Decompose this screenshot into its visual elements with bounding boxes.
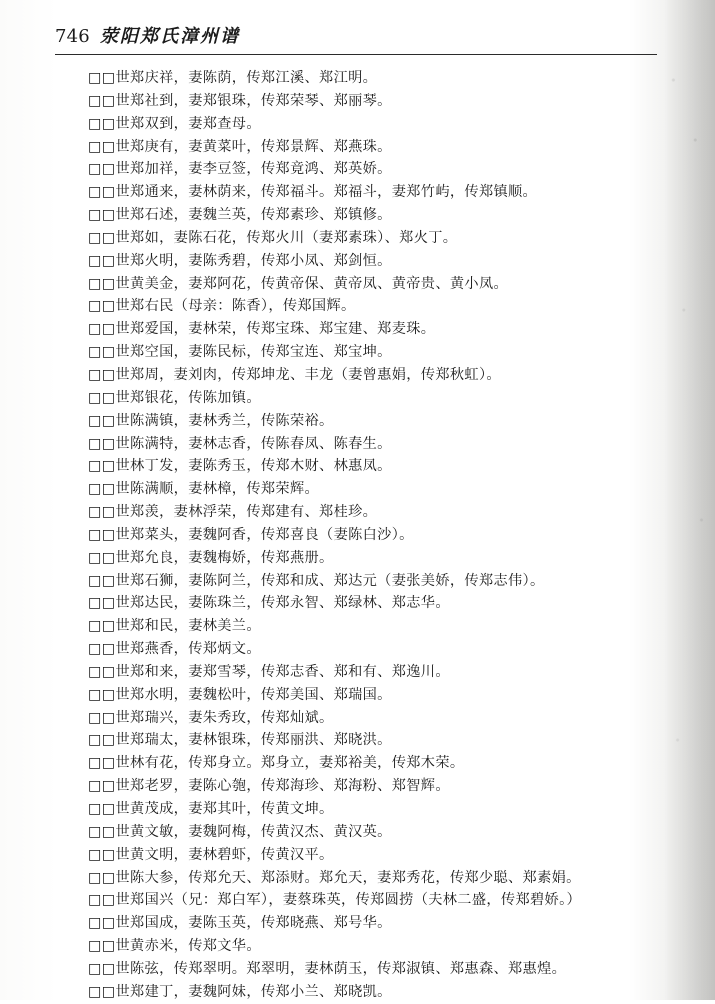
genealogy-entry: □□世郑空国，妻陈民标，传郑宝连、郑宝坤。	[88, 344, 392, 361]
page-number: 746	[55, 26, 90, 47]
genealogy-entry: □□世郑建丁，妻魏阿妹，传郑小兰、郑晓凯。	[88, 983, 392, 1000]
genealogy-entry: □□世陈满顺，妻林樟，传郑荣辉。	[88, 481, 320, 498]
genealogy-entry: □□世陈满镇，妻林秀兰，传陈荣裕。	[88, 412, 334, 429]
genealogy-entry: □□世郑通来，妻林荫来，传郑福斗。郑福斗，妻郑竹屿，传郑镇顺。	[88, 184, 538, 201]
genealogy-entry: □□世郑爱国，妻林荣，传郑宝珠、郑宝建、郑麦珠。	[88, 321, 436, 338]
genealogy-entry: □□世郑如，妻陈石花，传郑火川（妻郑素珠）、郑火丁。	[88, 229, 458, 246]
genealogy-entry: □□世黄文敏，妻魏阿梅，传黄汉杰、黄汉英。	[88, 823, 392, 840]
genealogy-entry: □□世郑羡，妻林浮荣，传郑建有、郑桂珍。	[88, 504, 378, 521]
genealogy-entry: □□世郑燕香，传郑炳文。	[88, 641, 261, 658]
genealogy-entry: □□世郑水明，妻魏松叶，传郑美国、郑瑞国。	[88, 686, 392, 703]
genealogy-entry: □□世黄美金，妻郑阿花，传黄帝保、黄帝凤、黄帝贵、黄小凤。	[88, 275, 509, 292]
header-rule	[55, 54, 657, 55]
genealogy-entry: □□世郑允良，妻魏梅娇，传郑燕册。	[88, 549, 334, 566]
genealogy-entry: □□世郑石狮，妻陈阿兰，传郑和成、郑达元（妻张美娇，传郑志伟）。	[88, 572, 545, 589]
genealogy-entry: □□世郑老罗，妻陈心匏，传郑海珍、郑海粉、郑智辉。	[88, 778, 450, 795]
genealogy-entry: □□世陈满特，妻林志香，传陈春凤、陈春生。	[88, 435, 392, 452]
genealogy-entry: □□世郑菜头，妻魏阿香，传郑喜良（妻陈白沙）。	[88, 526, 414, 543]
genealogy-entry: □□世陈大参，传郑允天、郑添财。郑允天，妻郑秀花，传郑少聪、郑素娟。	[88, 869, 581, 886]
genealogy-entry: □□世郑右民（母亲：陈香），传郑国辉。	[88, 298, 356, 315]
page-header	[55, 25, 660, 53]
genealogy-entry: □□世林丁发，妻陈秀玉，传郑木财、林惠凤。	[88, 458, 392, 475]
genealogy-entries	[88, 67, 663, 1004]
genealogy-entry: □□世郑瑞太，妻林银珠，传郑丽洪、郑晓洪。	[88, 732, 392, 749]
genealogy-entry: □□世郑达民，妻陈珠兰，传郑永智、郑绿林、郑志华。	[88, 595, 450, 612]
genealogy-entry: □□世郑庚有，妻黄菜叶，传郑景辉、郑燕珠。	[88, 138, 392, 155]
genealogy-entry: □□世郑国兴（兄：郑白军），妻蔡珠英，传郑圆捞（夫林二盛，传郑碧娇。）	[88, 892, 582, 909]
genealogy-entry: □□世林有花，传郑身立。郑身立，妻郑裕美，传郑木荣。	[88, 755, 465, 772]
running-title: 荥阳郑氏漳州谱	[100, 26, 240, 47]
genealogy-entry: □□世郑石述，妻魏兰英，传郑素珍、郑镇修。	[88, 207, 392, 224]
genealogy-entry: □□世黄文明，妻林碧虾，传黄汉平。	[88, 846, 334, 863]
binding-shadow	[663, 0, 715, 1000]
genealogy-entry: □□世郑周，妻刘肉，传郑坤龙、丰龙（妻曾惠娟，传郑秋虹）。	[88, 366, 501, 383]
genealogy-entry: □□世郑瑞兴，妻朱秀玫，传郑灿斌。	[88, 709, 334, 726]
genealogy-entry: □□世郑庆祥，妻陈荫，传郑江溪、郑江明。	[88, 70, 378, 86]
genealogy-entry: □□世郑社到，妻郑银珠，传郑荣琴、郑丽琴。	[88, 92, 392, 109]
genealogy-entry: □□世郑双到，妻郑查母。	[88, 115, 261, 132]
genealogy-entry: □□世陈弦，传郑翠明。郑翠明，妻林荫玉，传郑淑镇、郑惠森、郑惠煌。	[88, 960, 567, 977]
genealogy-entry: □□世郑和来，妻郑雪琴，传郑志香、郑和有、郑逸川。	[88, 663, 450, 680]
genealogy-entry: □□世黄赤米，传郑文华。	[88, 938, 261, 955]
genealogy-entry: □□世郑银花，传陈加镇。	[88, 389, 261, 406]
genealogy-entry: □□世郑火明，妻陈秀碧，传郑小凤、郑剑恒。	[88, 252, 392, 269]
genealogy-entry: □□世郑和民，妻林美兰。	[88, 618, 261, 635]
genealogy-entry: □□世郑国成，妻陈玉英，传郑晓燕、郑号华。	[88, 915, 392, 932]
genealogy-entry: □□世郑加祥，妻李豆签，传郑竟鸿、郑英娇。	[88, 161, 392, 178]
genealogy-entry: □□世黄茂成，妻郑其叶，传黄文坤。	[88, 801, 334, 817]
